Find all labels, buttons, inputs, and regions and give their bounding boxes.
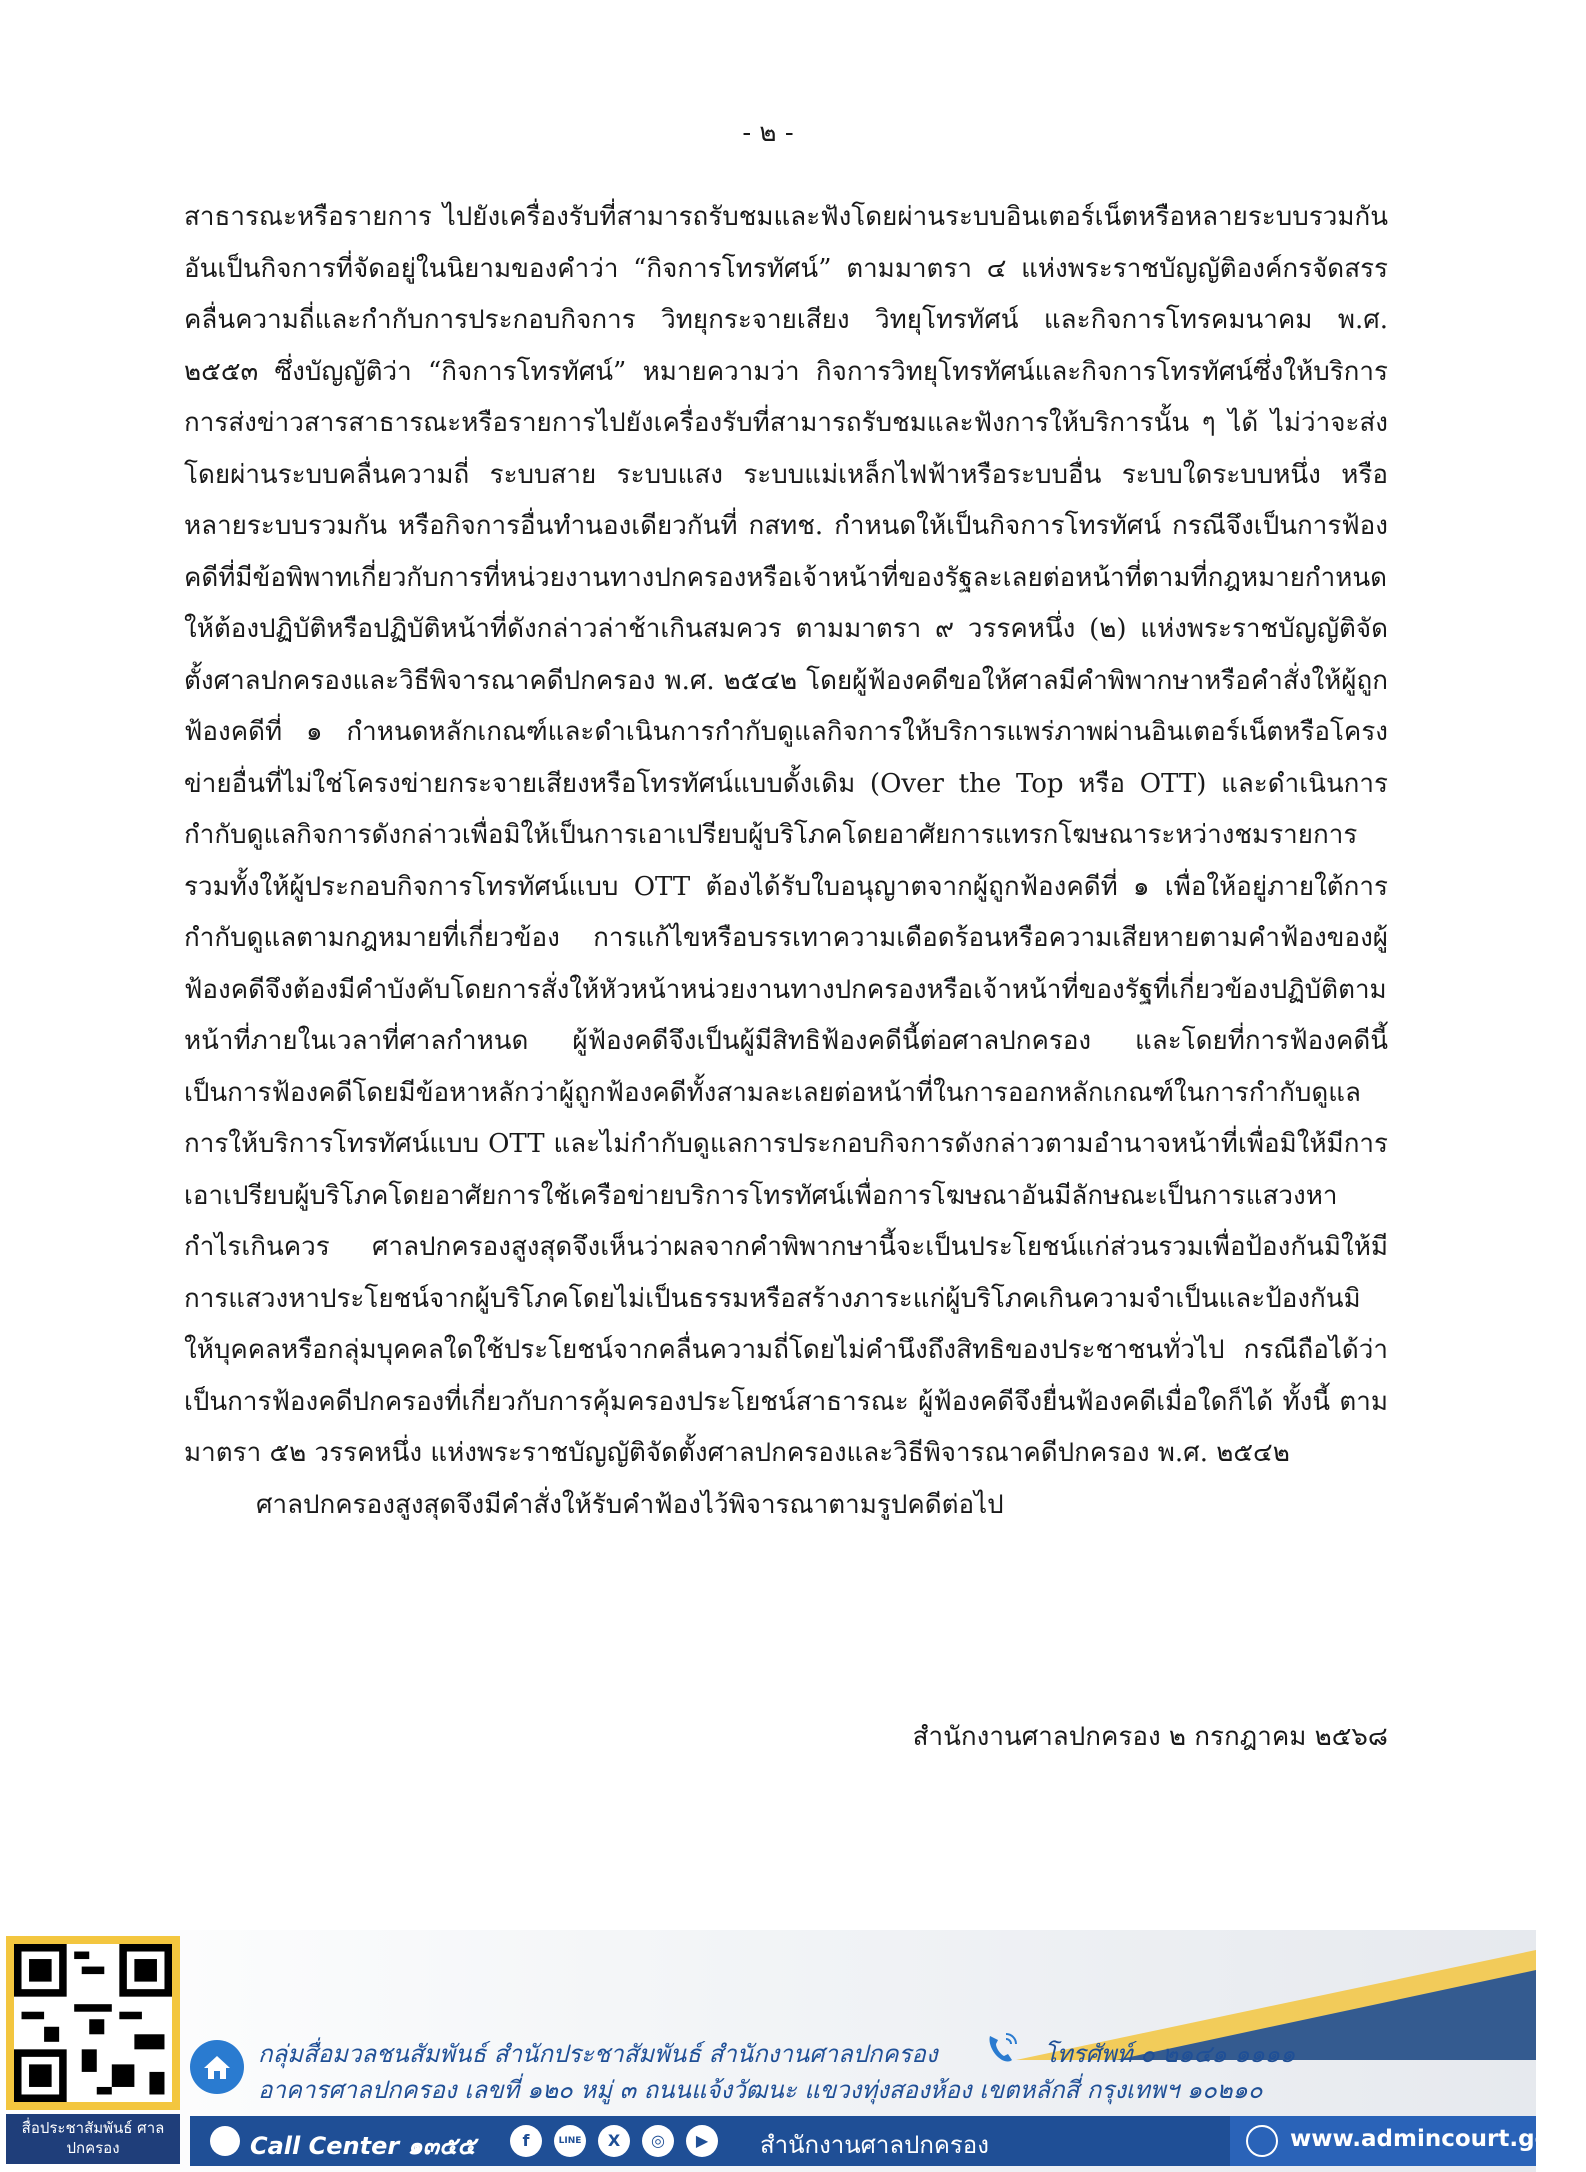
- website-link[interactable]: www.admincourt.go.th: [1290, 2126, 1586, 2152]
- home-icon: [190, 2040, 244, 2094]
- qr-pattern: [14, 1944, 172, 2102]
- call-center-icon: [210, 2126, 240, 2156]
- document-body: [184, 192, 1388, 1531]
- footer-address: อาคารศาลปกครอง เลขที่ ๑๒๐ หมู่ ๓ ถนนแจ้งวัฒนะ แขวงทุ่งสองห้อง เขตหลักสี่ กรุงเทพฯ ๑๐๒๑๐: [258, 2076, 1263, 2104]
- line-icon[interactable]: LINE: [554, 2125, 586, 2157]
- footer-banner: [0, 1930, 1586, 2172]
- facebook-icon[interactable]: f: [510, 2125, 542, 2157]
- page-number: - ๒ -: [742, 118, 794, 148]
- qr-code[interactable]: [6, 1936, 180, 2110]
- paragraph-main: สาธารณะหรือรายการ ไปยังเครื่องรับที่สามารถรับชมและฟังโดยผ่านระบบอินเตอร์เน็ตหรือหลายระบบรวมกัน อันเป็นกิจการที่จัดอยู่ในนิยามของคำว่า “กิจการโทรทัศน์” ตามมาตรา ๔ แห่งพระราชบัญญัติองค์กรจัดสรรคลื่นความถี่และกำกับการประกอบกิจการ วิทยุกระจายเสียง วิทยุโทรทัศน์ และกิจการโทรคมนาคม พ.ศ. ๒๕๕๓ ซึ่งบัญญัติว่า “กิจการโทรทัศน์” หมายความว่า กิจการวิทยุโทรทัศน์และกิจการโทรทัศน์ซึ่งให้บริการการส่งข่าวสารสาธารณะหรือรายการไปยังเครื่องรับที่สามารถรับชมและฟังการให้บริการนั้น ๆ ได้ ไม่ว่าจะส่งโดยผ่านระบบคลื่นความถี่ ระบบสาย ระบบแสง ระบบแม่เหล็กไฟฟ้าหรือระบบอื่น ระบบใดระบบหนึ่ง หรือหลายระบบรวมกัน หรือกิจการอื่นทำนองเดียวกันที่ กสทช. กำหนดให้เป็นกิจการโทรทัศน์ กรณีจึงเป็นการฟ้องคดีที่มีข้อพิพาทเกี่ยวกับการที่หน่วยงานทางปกครองหรือเจ้าหน้าที่ของรัฐละเลยต่อหน้าที่ตามที่กฎหมายกำหนดให้ต้องปฏิบัติหรือปฏิบัติหน้าที่ดังกล่าวล่าช้าเกินสมควร ตามมาตรา ๙ วรรคหนึ่ง (๒) แห่งพระราชบัญญัติจัดตั้งศาลปกครองและวิธีพิจารณาคดีปกครอง พ.ศ. ๒๕๔๒ โดยผู้ฟ้องคดีขอให้ศาลมีคำพิพากษาหรือคำสั่งให้ผู้ถูกฟ้องคดีที่ ๑ กำหนดหลักเกณฑ์และดำเนินการกำกับดูแลกิจการให้บริการแพร่ภาพผ่านอินเตอร์เน็ตหรือโครงข่ายอื่นที่ไม่ใช่โครงข่ายกระจายเสียงหรือโทรทัศน์แบบดั้งเดิม (Over the Top หรือ OTT) และดำเนินการกำกับดูแลกิจการดังกล่าวเพื่อมิให้เป็นการเอาเปรียบผู้บริโภคโดยอาศัยการแทรกโฆษณาระหว่างชมรายการ รวมทั้งให้ผู้ประกอบกิจการโทรทัศน์แบบ OTT ต้องได้รับใบอนุญาตจากผู้ถูกฟ้องคดีที่ ๑ เพื่อให้อยู่ภายใต้การกำกับดูแลตามกฎหมายที่เกี่ยวข้อง การแก้ไขหรือบรรเทาความเดือดร้อนหรือความเสียหายตามคำฟ้องของผู้ฟ้องคดีจึงต้องมีคำบังคับโดยการสั่งให้หัวหน้าหน่วยงานทางปกครองหรือเจ้าหน้าที่ของรัฐที่เกี่ยวข้องปฏิบัติตามหน้าที่ภายในเวลาที่ศาลกำหนด ผู้ฟ้องคดีจึงเป็นผู้มีสิทธิฟ้องคดีนี้ต่อศาลปกครอง และโดยที่การฟ้องคดีนี้เป็นการฟ้องคดีโดยมีข้อหาหลักว่าผู้ถูกฟ้องคดีทั้งสามละเลยต่อหน้าที่ในการออกหลักเกณฑ์ในการกำกับดูแลการให้บริการโทรทัศน์แบบ OTT และไม่กำกับดูแลการประกอบกิจการดังกล่าวตามอำนาจหน้าที่เพื่อมิให้มีการเอาเปรียบผู้บริโภคโดยอาศัยการใช้เครือข่ายบริการโทรทัศน์เพื่อการโฆษณาอันมีลักษณะเป็นการแสวงหากำไรเกินควร ศาลปกครองสูงสุดจึงเห็นว่าผลจากคำพิพากษานี้จะเป็นประโยชน์แก่ส่วนรวมเพื่อป้องกันมิให้มีการแสวงหาประโยชน์จากผู้บริโภคโดยไม่เป็นธรรมหรือสร้างภาระแก่ผู้บริโภคเกินความจำเป็นและป้องกันมิให้บุคคลหรือกลุ่มบุคคลใดใช้ประโยชน์จากคลื่นความถี่โดยไม่คำนึงถึงสิทธิของประชาชนทั่วไป กรณีถือได้ว่าเป็นการฟ้องคดีปกครองที่เกี่ยวกับการคุ้มครองประโยชน์สาธารณะ ผู้ฟ้องคดีจึงยื่นฟ้องคดีเมื่อใดก็ได้ ทั้งนี้ ตามมาตรา ๕๒ วรรคหนึ่ง แห่งพระราชบัญญัติจัดตั้งศาลปกครองและวิธีพิจารณาคดีปกครอง พ.ศ. ๒๕๔๒: [184, 202, 1388, 1468]
- signoff: สำนักงานศาลปกครอง ๒ กรกฎาคม ๒๕๖๘: [912, 1722, 1388, 1752]
- x-icon[interactable]: X: [598, 2125, 630, 2157]
- call-center-text: Call Center ๑๓๕๕: [250, 2132, 476, 2160]
- qr-label: สื่อประชาสัมพันธ์ ศาลปกครอง: [6, 2114, 180, 2164]
- footer-phone: โทรศัพท์ ๐ ๒๑๔๑ ๑๑๑๑: [1044, 2040, 1296, 2068]
- globe-icon: [1246, 2125, 1278, 2157]
- instagram-icon[interactable]: ◎: [642, 2125, 674, 2157]
- footer-contact-bar: [190, 2116, 1586, 2166]
- phone-icon: [980, 2028, 1022, 2070]
- footer-division-name: กลุ่มสื่อมวลชนสัมพันธ์ สำนักประชาสัมพันธ์ สำนักงานศาลปกครอง: [258, 2040, 938, 2068]
- paragraph-order: ศาลปกครองสูงสุดจึงมีคำสั่งให้รับคำฟ้องไว้พิจารณาตามรูปคดีต่อไป: [256, 1489, 1004, 1520]
- youtube-icon[interactable]: ▶: [686, 2125, 718, 2157]
- footer-office-name: สำนักงานศาลปกครอง: [760, 2131, 989, 2159]
